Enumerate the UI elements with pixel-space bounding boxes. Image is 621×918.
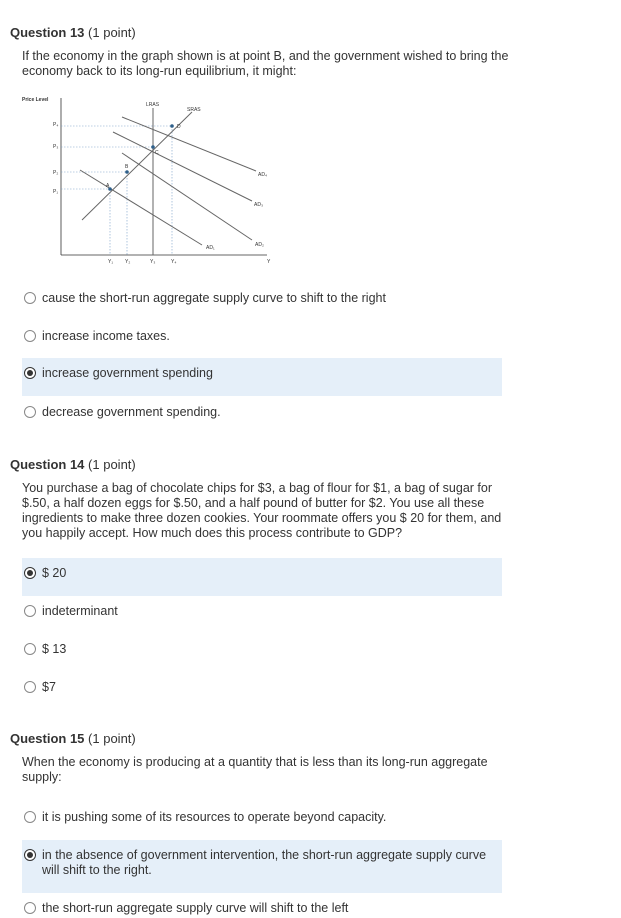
guide-lines	[61, 126, 172, 255]
q14-option-1-label: $ 20	[42, 566, 67, 580]
q13-option-3[interactable]	[22, 358, 502, 396]
ad1-curve	[80, 170, 202, 245]
quantity-label-y1: Y₁	[108, 259, 114, 265]
question-14-points: (1 point)	[88, 457, 136, 472]
ad4-curve	[122, 117, 256, 171]
q13-option-4[interactable]	[22, 404, 502, 426]
aggregate-supply-demand-graph	[22, 95, 282, 270]
ad3-label: AD₃	[254, 202, 263, 208]
quantity-label-y4: Y₄	[171, 259, 177, 265]
q15-option-2[interactable]	[22, 840, 502, 893]
sras-curve	[82, 112, 192, 220]
q13-option-1-label: cause the short-run aggregate supply curve to shift to the right	[42, 291, 386, 305]
q13-option-2[interactable]	[22, 328, 502, 350]
radio-button[interactable]	[24, 406, 36, 418]
question-14-number: Question 14	[10, 457, 85, 472]
q14-option-2-label: indeterminant	[42, 604, 118, 618]
point-b	[125, 170, 129, 174]
ad2-label: AD₂	[255, 242, 264, 248]
point-c-label: C	[155, 150, 159, 156]
y-axis-label: Price Level	[22, 97, 49, 103]
question-13-title	[10, 25, 136, 40]
sras-label: SRAS	[187, 107, 201, 113]
q14-option-4-label: $7	[42, 680, 56, 694]
q15-option-1-label: it is pushing some of its resources to operate beyond capacity.	[42, 810, 387, 824]
point-a-label: A	[106, 183, 110, 189]
question-15-title	[10, 731, 136, 746]
question-14-text: You purchase a bag of chocolate chips for $3, a bag of flour for $1, a bag of sugar for $.50, a half dozen eggs for $.50, and a half pound of butter for $2. You use all these ingredients to make three dozen cookies. Your roommate offers you $ 20 for them, and you happily accept. How much does this process contribute to GDP?	[22, 481, 502, 540]
question-15-text: When the economy is producing at a quantity that is less than its long-run aggregate supply:	[22, 755, 488, 784]
ad4-label: AD₄	[258, 172, 267, 178]
radio-button[interactable]	[24, 330, 36, 342]
radio-button-checked[interactable]	[24, 367, 36, 379]
q15-option-1[interactable]	[22, 809, 502, 831]
q15-option-3-label: the short-run aggregate supply curve will shift to the left	[42, 901, 349, 915]
q13-option-3-label: increase government spending	[42, 366, 213, 380]
quantity-label-y2: Y₂	[125, 259, 131, 265]
radio-button-checked[interactable]	[24, 567, 36, 579]
q14-option-2[interactable]	[22, 603, 502, 625]
question-13-text: If the economy in the graph shown is at point B, and the government wished to bring the economy back to its long-run equilibrium, it might:	[22, 49, 509, 78]
ad2-curve	[122, 153, 252, 240]
ad1-label: AD₁	[206, 245, 215, 251]
x-axis-label: Y	[267, 259, 271, 265]
radio-button[interactable]	[24, 292, 36, 304]
point-c	[151, 145, 155, 149]
question-15-number: Question 15	[10, 731, 85, 746]
radio-button[interactable]	[24, 643, 36, 655]
q15-option-3[interactable]	[22, 900, 502, 918]
radio-button[interactable]	[24, 605, 36, 617]
q14-option-4[interactable]	[22, 679, 502, 701]
radio-button[interactable]	[24, 902, 36, 914]
question-13-number: Question 13	[10, 25, 85, 40]
point-d-label: D	[177, 124, 181, 130]
question-13-points: (1 point)	[88, 25, 136, 40]
ad3-curve	[113, 132, 252, 201]
q14-option-3-label: $ 13	[42, 642, 67, 656]
price-label-p4: P₄	[53, 122, 59, 128]
question-15-points: (1 point)	[88, 731, 136, 746]
q13-option-4-label: decrease government spending.	[42, 405, 221, 419]
price-label-p2: P₂	[53, 170, 59, 176]
q14-option-3[interactable]	[22, 641, 502, 663]
radio-button-checked[interactable]	[24, 849, 36, 861]
lras-label: LRAS	[146, 102, 160, 108]
price-label-p1: P₁	[53, 189, 59, 195]
point-d	[170, 124, 174, 128]
q13-option-1[interactable]	[22, 290, 502, 312]
q15-option-2-label: in the absence of government intervention, the short-run aggregate supply curve will shift to the right.	[42, 848, 487, 877]
quantity-label-y3: Y₃	[150, 259, 156, 265]
radio-button[interactable]	[24, 811, 36, 823]
point-b-label: B	[125, 164, 129, 170]
price-label-p3: P₃	[53, 144, 59, 150]
question-14-title	[10, 457, 136, 472]
q14-option-1[interactable]	[22, 558, 502, 596]
radio-button[interactable]	[24, 681, 36, 693]
q13-option-2-label: increase income taxes.	[42, 329, 170, 343]
